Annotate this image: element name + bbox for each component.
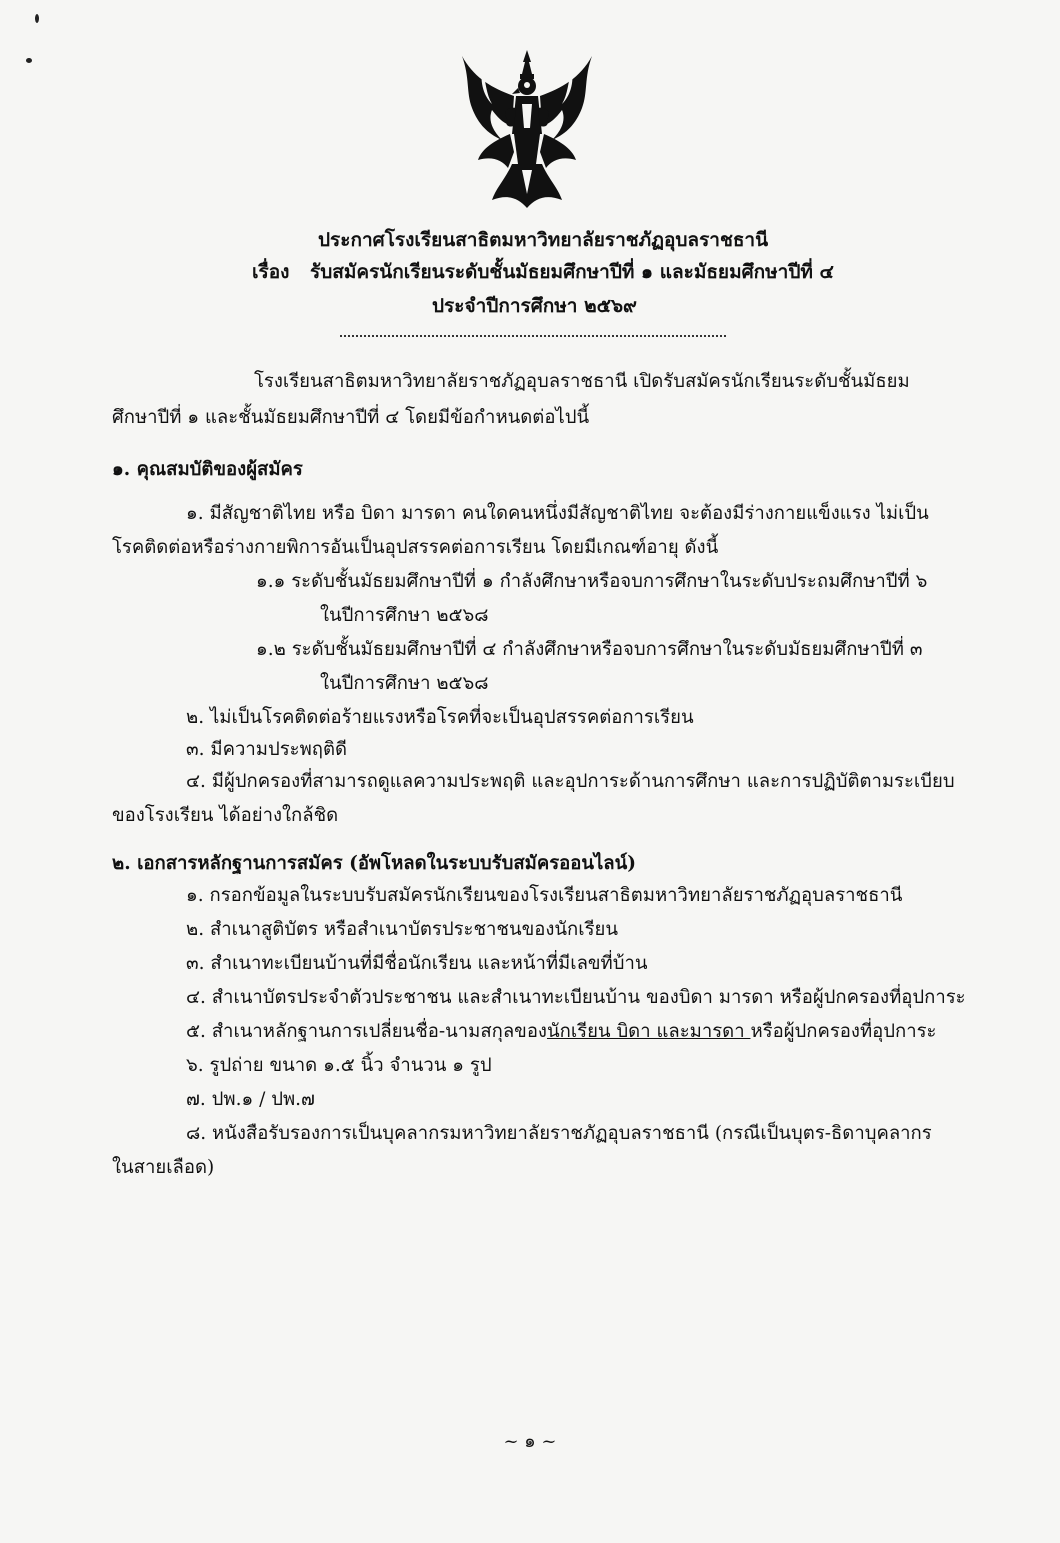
section-2-item-2: ๒. สำเนาสูติบัตร หรือสำเนาบัตรประชาชนของนักเรียน (186, 919, 618, 940)
section-1-item-1-line-2: โรคติดต่อหรือร่างกายพิการอันเป็นอุปสรรคต่อการเรียน โดยมีเกณฑ์อายุ ดังนี้ (112, 537, 719, 558)
section-2-item-6: ๖. รูปถ่าย ขนาด ๑.๕ นิ้ว จำนวน ๑ รูป (186, 1055, 492, 1076)
dotted-separator (340, 335, 726, 337)
scan-speck (26, 58, 32, 63)
section-2-item-4: ๔. สำเนาบัตรประจำตัวประชาชน และสำเนาทะเบียนบ้าน ของบิดา มารดา หรือผู้ปกครองที่อุปการะ (186, 987, 966, 1008)
section-1-sub-1-line-2: ในปีการศึกษา ๒๕๖๘ (320, 605, 489, 626)
section-1-item-4-line-1: ๔. มีผู้ปกครองที่สามารถดูแลความประพฤติ และอุปการะด้านการศึกษา และการปฏิบัติตามระเบียบ (186, 771, 955, 792)
section-2-item-8-line-2: ในสายเลือด) (112, 1157, 215, 1178)
academic-year-line: ประจำปีการศึกษา ๒๕๖๙ (432, 295, 637, 317)
announcement-title: ประกาศโรงเรียนสาธิตมหาวิทยาลัยราชภัฏอุบลราชธานี (318, 229, 769, 251)
section-2-item-5 (186, 1020, 936, 1044)
section-2-item-5-underlined: นักเรียน บิดา และมารดา (546, 1021, 751, 1042)
section-1-heading: ๑. คุณสมบัติของผู้สมัคร (112, 459, 303, 480)
scan-speck (35, 14, 39, 23)
intro-line-2: ศึกษาปีที่ ๑ และชั้นมัธยมศึกษาปีที่ ๔ โดยมีข้อกำหนดต่อไปนี้ (112, 407, 590, 428)
section-2-item-7: ๗. ปพ.๑ / ปพ.๗ (186, 1089, 315, 1110)
section-1-item-1-line-1: ๑. มีสัญชาติไทย หรือ บิดา มารดา คนใดคนหนึ่งมีสัญชาติไทย จะต้องมีร่างกายแข็งแรง ไม่เป็น (186, 503, 929, 524)
section-1-item-2: ๒. ไม่เป็นโรคติดต่อร้ายแรงหรือโรคที่จะเป็นอุปสรรคต่อการเรียน (186, 707, 694, 728)
intro-line-1: โรงเรียนสาธิตมหาวิทยาลัยราชภัฏอุบลราชธานี เปิดรับสมัครนักเรียนระดับชั้นมัธยม (254, 371, 910, 392)
section-1-sub-2-line-1: ๑.๒ ระดับชั้นมัธยมศึกษาปีที่ ๔ กำลังศึกษาหรือจบการศึกษาในระดับมัธยมศึกษาปีที่ ๓ (256, 639, 923, 660)
section-2-item-3: ๓. สำเนาทะเบียนบ้านที่มีชื่อนักเรียน และหน้าที่มีเลขที่บ้าน (186, 953, 648, 974)
section-1-item-4-line-2: ของโรงเรียน ได้อย่างใกล้ชิด (112, 805, 339, 826)
section-2-item-8-line-1: ๘. หนังสือรับรองการเป็นบุคลากรมหาวิทยาลัยราชภัฏอุบลราชธานี (กรณีเป็นบุตร-ธิดาบุคลากร (186, 1123, 932, 1144)
section-2-item-1: ๑. กรอกข้อมูลในระบบรับสมัครนักเรียนของโรงเรียนสาธิตมหาวิทยาลัยราชภัฏอุบลราชธานี (186, 885, 903, 906)
subject-label: เรื่อง (252, 261, 290, 283)
garuda-emblem-icon (452, 48, 602, 210)
section-2-item-5-suffix: หรือผู้ปกครองที่อุปการะ (750, 1021, 937, 1042)
section-1-sub-1-line-1: ๑.๑ ระดับชั้นมัธยมศึกษาปีที่ ๑ กำลังศึกษาหรือจบการศึกษาในระดับประถมศึกษาปีที่ ๖ (256, 571, 928, 592)
section-1-item-3: ๓. มีความประพฤติดี (186, 739, 347, 760)
section-2-heading: ๒. เอกสารหลักฐานการสมัคร (อัพโหลดในระบบรับสมัครออนไลน์) (112, 853, 637, 874)
section-1-sub-2-line-2: ในปีการศึกษา ๒๕๖๘ (320, 673, 489, 694)
announcement-subject: รับสมัครนักเรียนระดับชั้นมัธยมศึกษาปีที่ ๑ และมัธยมศึกษาปีที่ ๔ (310, 261, 834, 283)
page-number: ~ ๑ ~ (503, 1431, 557, 1452)
section-2-item-5-prefix: ๕. สำเนาหลักฐานการเปลี่ยนชื่อ-นามสกุลของ (186, 1021, 547, 1042)
